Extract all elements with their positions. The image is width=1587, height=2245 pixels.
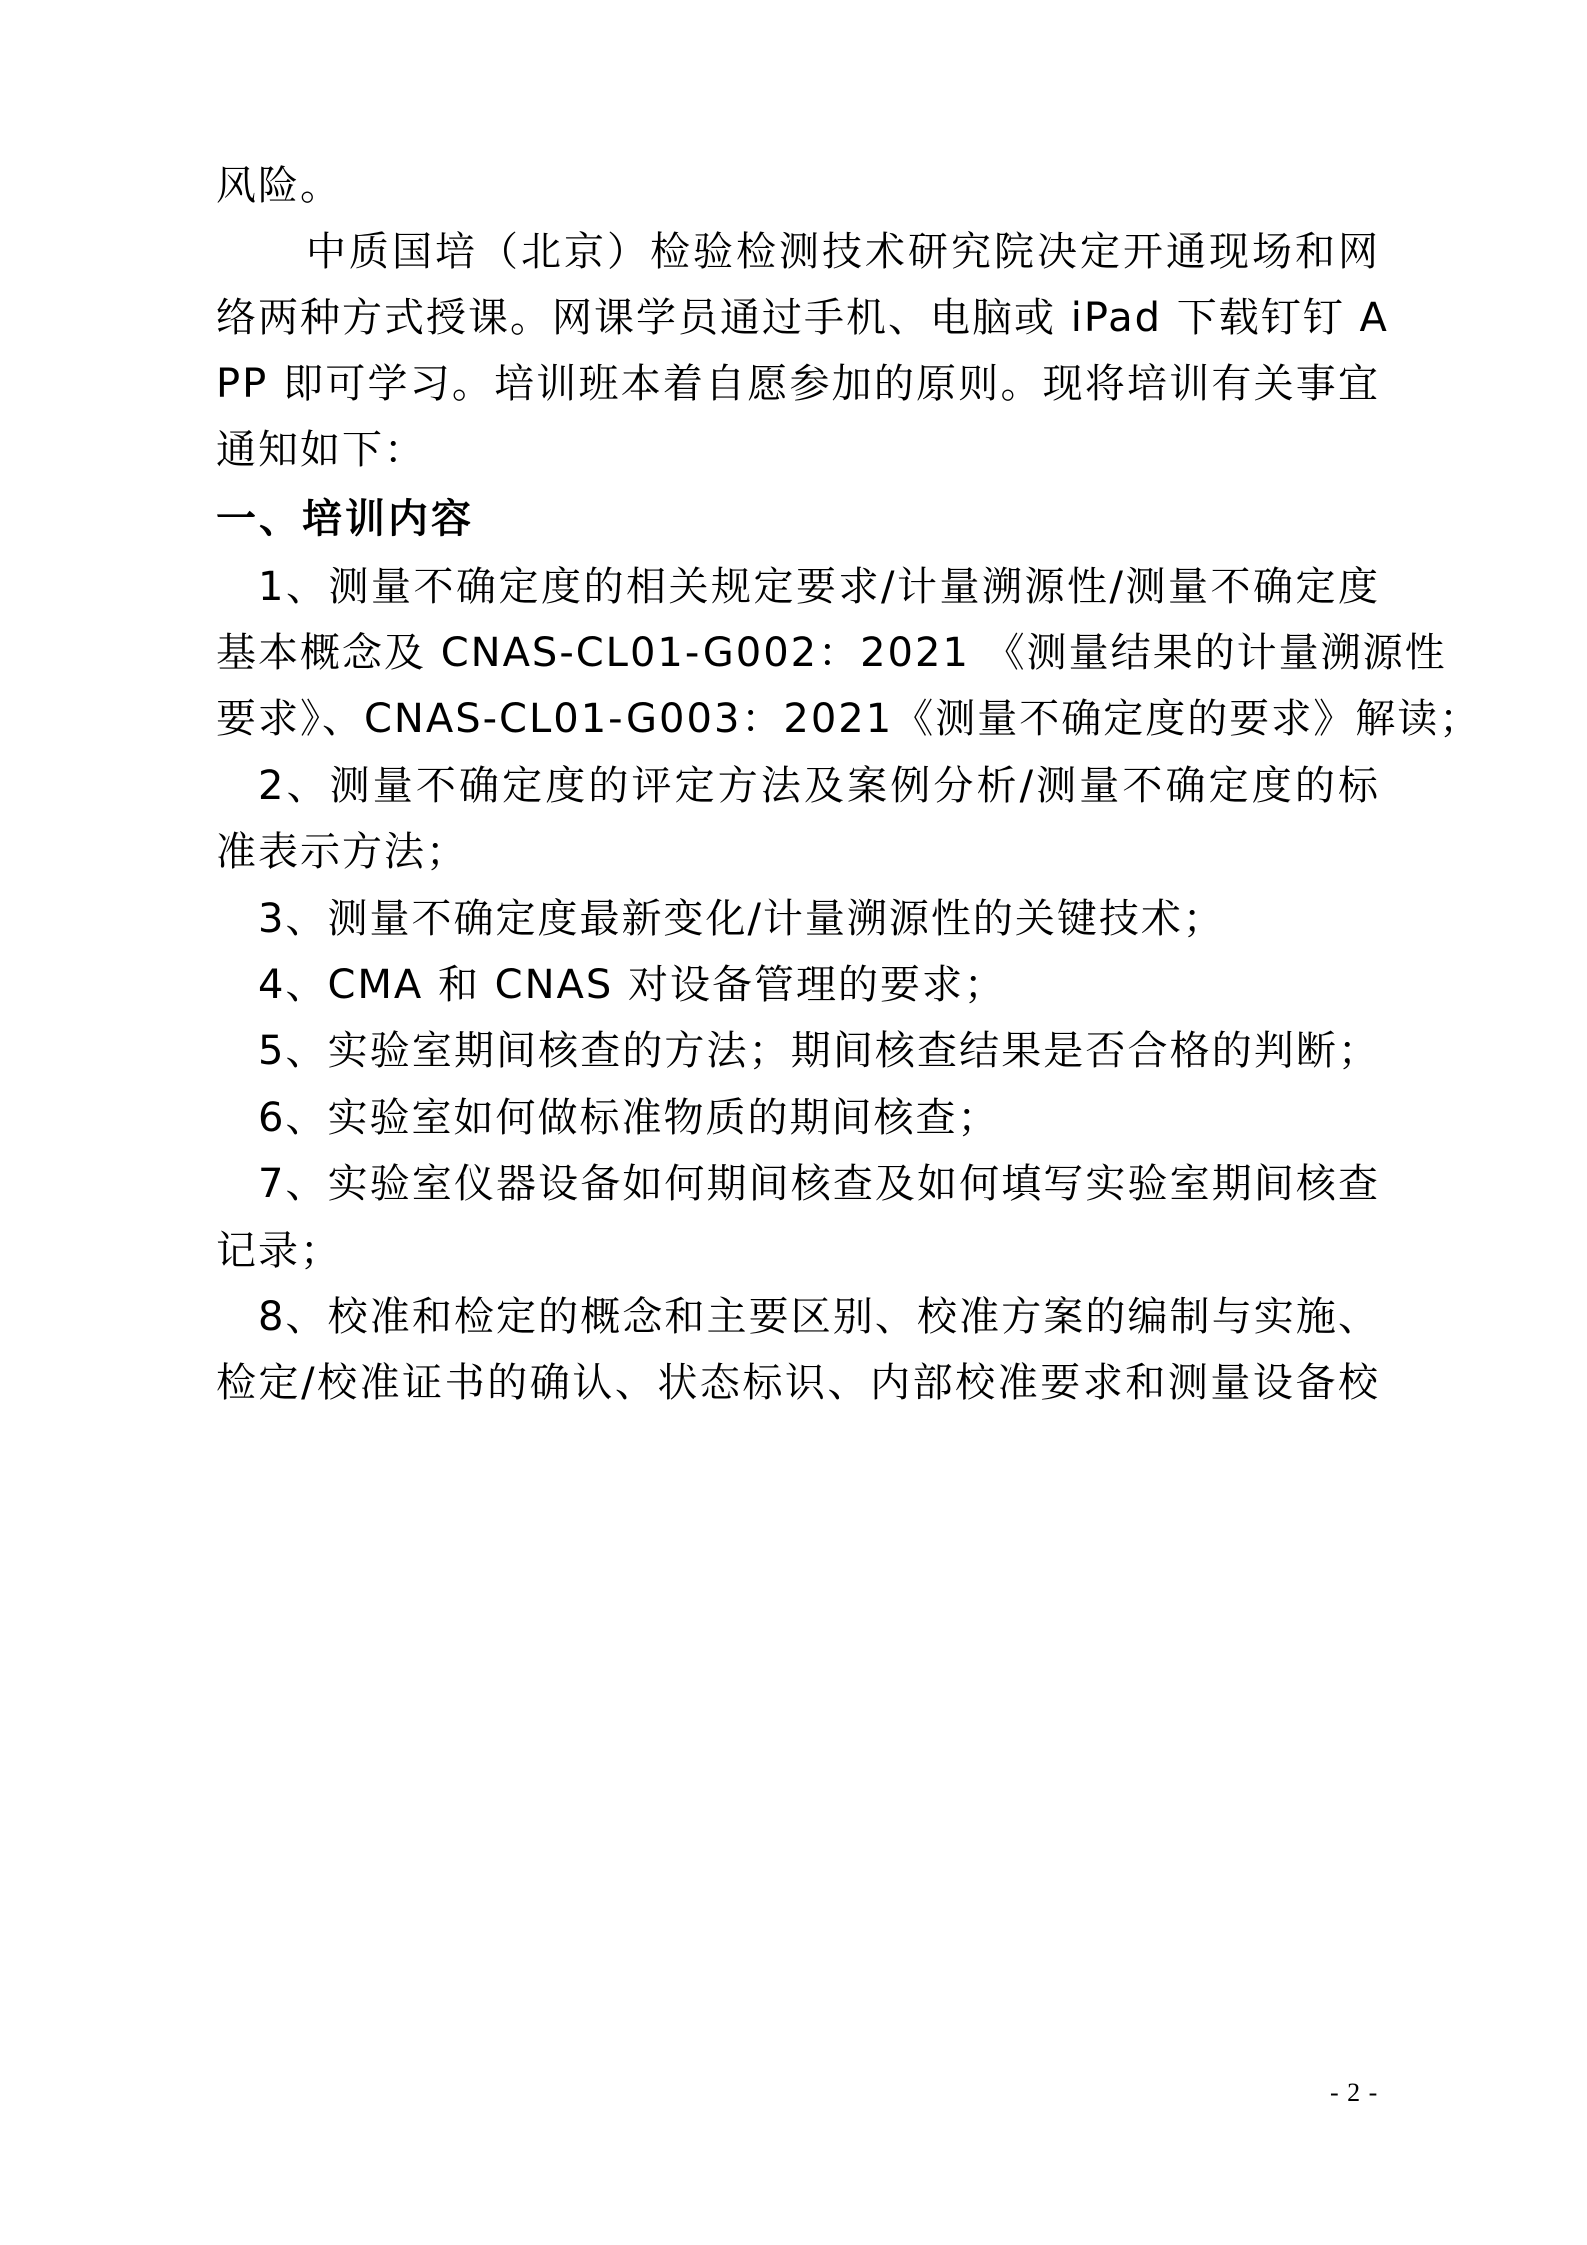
list-item-1-line-1: 1、测量不确定度的相关规定要求/计量溯源性/测量不确定度 [258,564,1380,610]
section-heading: 一、培训内容 [216,496,474,542]
list-item-8-line-2: 检定/校准证书的确认、状态标识、内部校准要求和测量设备校 [216,1360,1380,1406]
list-item-1-line-3: 要求》、CNAS-CL01-G003：2021《测量不确定度的要求》解读； [216,696,1482,742]
list-item-8-line-1: 8、校准和检定的概念和主要区别、校准方案的编制与实施、 [258,1294,1380,1340]
list-item-6: 6、实验室如何做标准物质的期间核查； [258,1095,1000,1141]
list-item-3: 3、测量不确定度最新变化/计量溯源性的关键技术； [258,896,1225,942]
paragraph-line: PP 即可学习。培训班本着自愿参加的原则。现将培训有关事宜 [216,361,1380,407]
paragraph-line: 络两种方式授课。网课学员通过手机、电脑或 iPad 下载钉钉 A [216,295,1389,341]
list-item-4: 4、CMA 和 CNAS 对设备管理的要求； [258,962,1007,1008]
page-number: - 2 - [1330,2078,1379,2107]
paragraph-line: 中质国培（北京）检验检测技术研究院决定开通现场和网 [306,229,1380,275]
list-item-7-line-1: 7、实验室仪器设备如何期间核查及如何填写实验室期间核查 [258,1161,1380,1207]
list-item-7-line-2: 记录； [216,1228,342,1274]
list-item-2-line-2: 准表示方法； [216,829,468,875]
paragraph-line: 风险。 [216,163,342,209]
list-item-2-line-1: 2、测量不确定度的评定方法及案例分析/测量不确定度的标 [258,763,1380,809]
list-item-1-line-2: 基本概念及 CNAS-CL01-G002：2021 《测量结果的计量溯源性 [216,630,1447,676]
list-item-5: 5、实验室期间核查的方法；期间核查结果是否合格的判断； [258,1028,1380,1074]
paragraph-line: 通知如下： [216,427,426,473]
